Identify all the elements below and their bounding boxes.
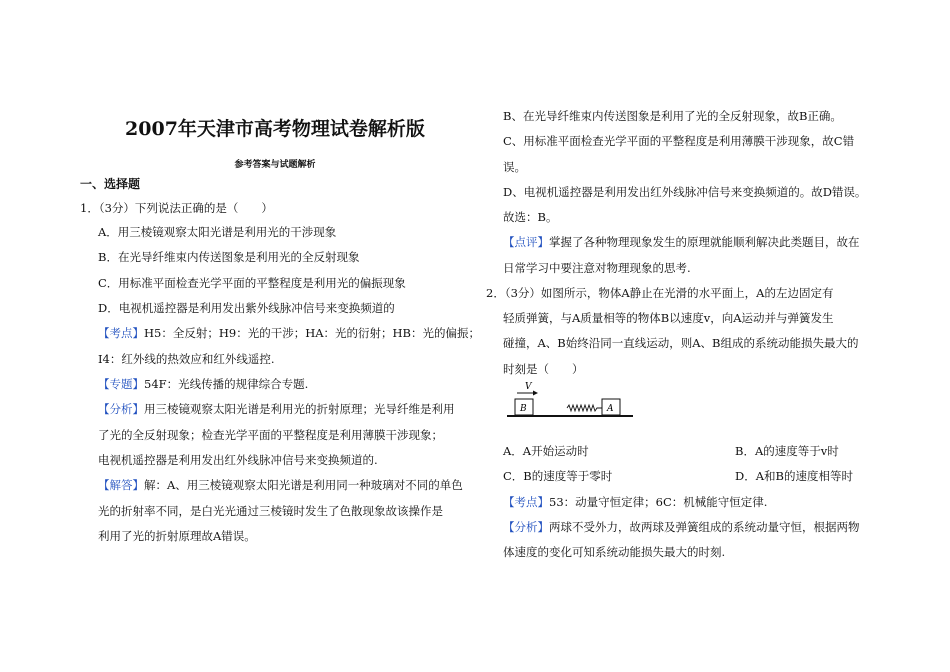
q2-kaodian [503,495,767,509]
q1-jieda-b: B、在光导纤维束内传送图象是利用了光的全反射现象，故B正确。 [503,109,842,123]
q1-jieda [98,478,463,492]
q2-fenxi [503,520,860,534]
q2-kaodian-text: 53：动量守恒定律；6C：机械能守恒定律. [549,495,768,509]
q1-option-a: A．用三棱镜观察太阳光谱是利用光的干涉现象 [98,225,337,239]
q1-fenxi-cont-2: 电视机遥控器是利用发出红外线脉冲信号来变换频道的. [98,453,378,467]
spring-icon [567,405,602,411]
q2-option-c: C．B的速度等于零时 [503,469,613,483]
velocity-label: V [525,382,532,392]
q1-option-d: D．电视机遥控器是利用发出紫外线脉冲信号来变换频道的 [98,301,395,315]
q1-dianping [503,235,860,249]
kaodian-text: H5：全反射；H9：光的干涉；HA：光的衍射；HB：光的偏振； [144,326,481,340]
kaodian-tag: 【考点】 [98,326,144,340]
q1-jieda-c-cont: 误。 [503,160,526,174]
jieda-text: 解：A、用三棱镜观察太阳光谱是利用同一种玻璃对不同的单色 [144,478,463,492]
page-title: 2007年天津市高考物理试卷解析版 [125,118,425,140]
q2-fenxi-cont: 体速度的变化可知系统动能损失最大的时刻. [503,545,726,559]
q2-fenxi-text: 两球不受外力，故两球及弹簧组成的系统动量守恒，根据两物 [549,520,860,534]
question-2-stem-4: 时刻是（ ） [503,362,584,376]
q1-jieda-d: D、电视机遥控器是利用发出红外线脉冲信号来变换频道的。故D错误。 [503,185,867,199]
q1-kaodian-cont: I4：红外线的热效应和红外线遥控. [98,352,275,366]
q1-fenxi [98,402,455,416]
jieda-tag: 【解答】 [98,478,144,492]
dianping-tag: 【点评】 [503,235,549,249]
section-heading: 一、选择题 [80,177,141,191]
fenxi-text: 用三棱镜观察太阳光谱是利用光的折射原理；光导纤维是利用 [144,402,455,416]
block-b-label: B [520,404,527,414]
spring-block-figure [505,380,635,424]
question-2-stem: 2．（3分）如图所示，物体A静止在光滑的水平面上，A的左边固定有 [486,286,834,300]
q2-fenxi-tag: 【分析】 [503,520,549,534]
q1-kaodian [98,326,480,340]
q1-fenxi-cont-1: 了光的全反射现象；检查光学平面的平整程度是利用薄膜干涉现象； [98,428,443,442]
q2-option-b: B．A的速度等于v时 [735,444,839,458]
zhuanti-text: 54F：光线传播的规律综合专题. [144,377,309,391]
q1-jieda-c: C、用标准平面检查光学平面的平整程度是利用薄膜干涉现象，故C错 [503,134,855,148]
q1-jieda-cont-1: 光的折射率不同，是白光光通过三棱镜时发生了色散现象故该操作是 [98,504,443,518]
q1-jieda-cont-2: 利用了光的折射原理故A错误。 [98,529,256,543]
question-2-stem-2: 轻质弹簧，与A质量相等的物体B以速度v，向A运动并与弹簧发生 [503,311,834,325]
q2-kaodian-tag: 【考点】 [503,495,549,509]
q1-option-b: B．在光导纤维束内传送图象是利用光的全反射现象 [98,250,360,264]
dianping-text: 掌握了各种物理现象发生的原理就能顺利解决此类题目，故在 [549,235,860,249]
zhuanti-tag: 【专题】 [98,377,144,391]
question-2-stem-3: 碰撞，A、B始终沿同一直线运动，则A、B组成的系统动能损失最大的 [503,336,859,350]
q2-option-d: D．A和B的速度相等时 [735,469,853,483]
fenxi-tag: 【分析】 [98,402,144,416]
question-1-stem: 1．（3分）下列说法正确的是（ ） [80,201,273,215]
q2-option-a: A．A开始运动时 [503,444,589,458]
page-subtitle: 参考答案与试题解析 [234,160,316,170]
q1-answer: 故选：B。 [503,210,558,224]
q1-zhuanti [98,377,308,391]
q1-option-c: C．用标准平面检查光学平面的平整程度是利用光的偏振现象 [98,276,406,290]
block-a-label: A [607,404,614,414]
q1-dianping-cont: 日常学习中要注意对物理现象的思考. [503,261,691,275]
